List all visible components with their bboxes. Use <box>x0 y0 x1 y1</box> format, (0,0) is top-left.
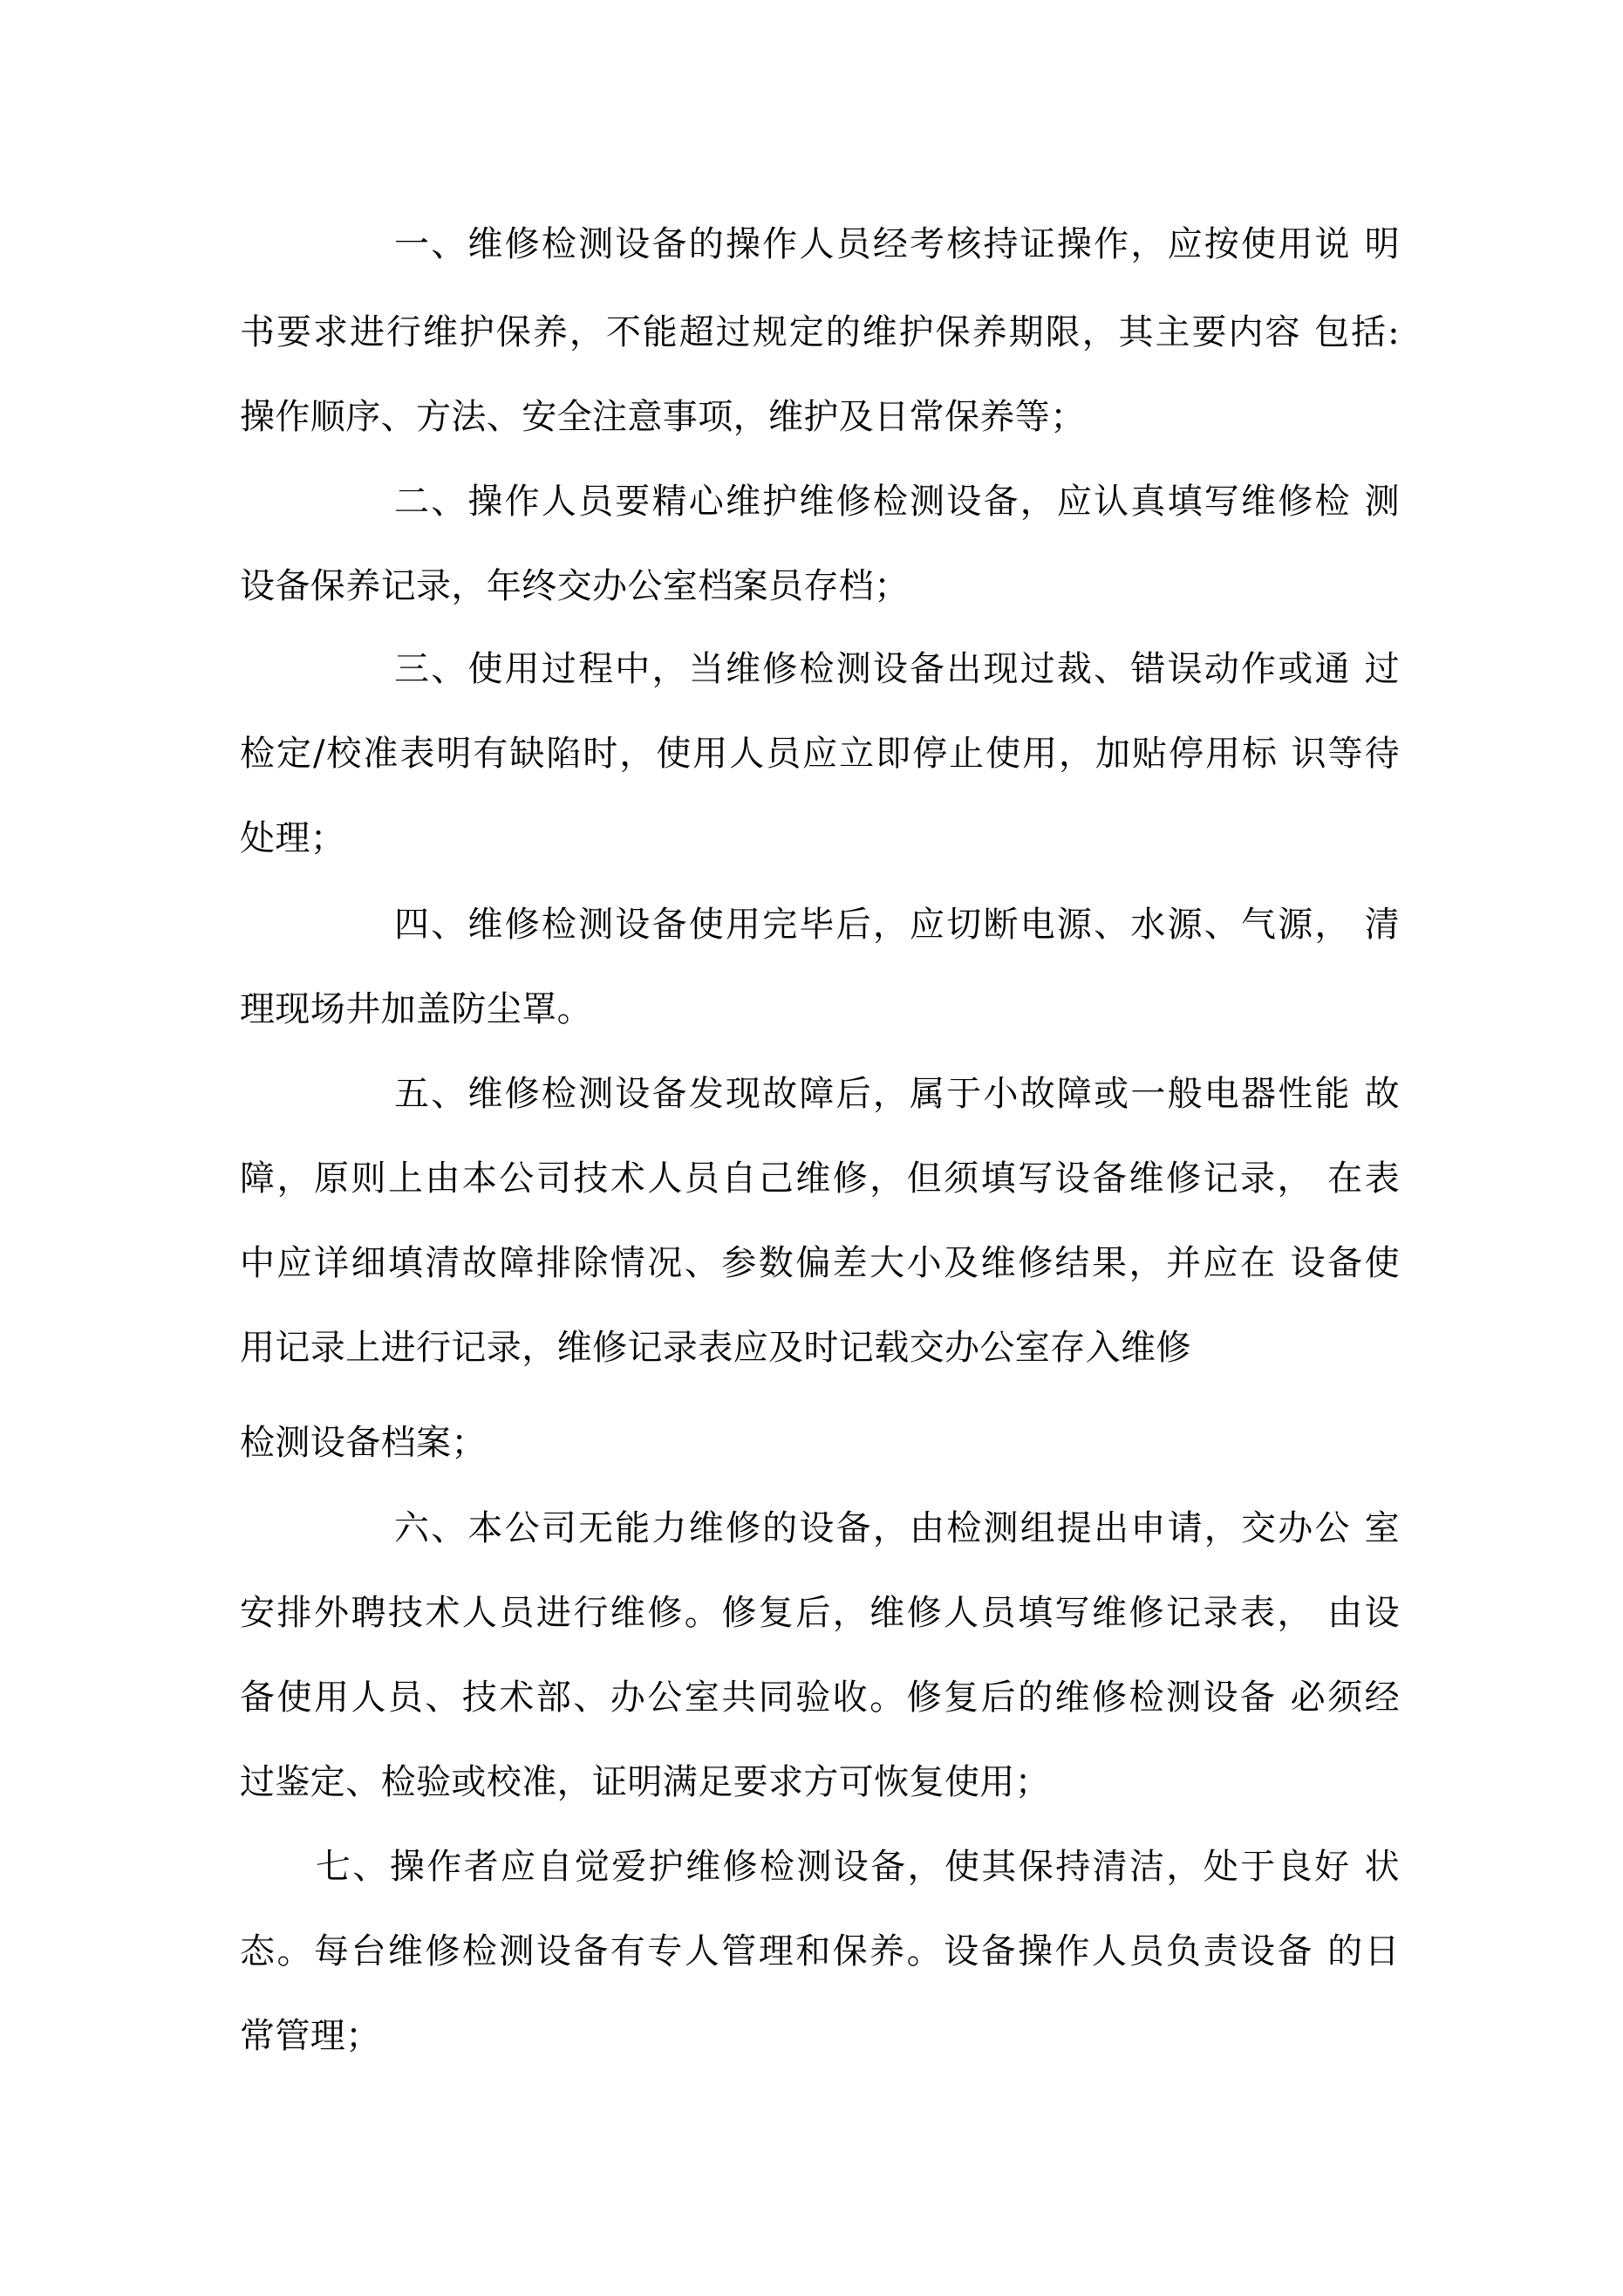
text-line: 六、本公司无能力维修的设备，由检测组提出申请，交办公 室 <box>394 1508 1400 1548</box>
text-line: 障，原则上由本公司技术人员自己维修，但须填写设备维修记录， 在表 <box>240 1158 1400 1199</box>
text-line: 态。每台维修检测设备有专人管理和保养。设备操作人员负责设备 的日 <box>240 1931 1400 1971</box>
text-line: 七、操作者应自觉爱护维修检测设备，使其保持清洁，处于良好 状 <box>316 1847 1400 1887</box>
text-line: 常管理； <box>240 2016 381 2056</box>
text-line: 四、维修检测设备使用完毕后，应切断电源、水源、气源， 清 <box>394 905 1400 945</box>
text-line: 用记录上进行记录，维修记录表应及时记载交办公室存入维修 <box>240 1328 1191 1368</box>
text-line: 理现场井加盖防尘罩。 <box>240 989 592 1029</box>
text-line: 三、使用过程中，当维修检测设备出现过裁、错误动作或通 过 <box>394 649 1400 689</box>
text-line: 一、维修检测设备的操作人员经考核持证操作，应按使用说 明 <box>394 224 1400 264</box>
text-line: 处理； <box>240 818 346 858</box>
text-line: 设备保养记录，年终交办公室档案员存档； <box>240 566 910 606</box>
text-line: 检测设备档案； <box>240 1423 487 1463</box>
text-line: 中应详细填清故障排除情况、参数偏差大小及维修结果，并应在 设备使 <box>240 1243 1400 1283</box>
text-line: 操作顺序、方法、安全注意事项，维护及日常保养等； <box>240 397 1086 437</box>
text-line: 书要求进行维护保养，不能超过规定的维护保养期限，其主要内容 包括: <box>240 312 1400 352</box>
text-line: 备使用人员、技术部、办公室共同验收。修复后的维修检测设备 必须经 <box>240 1678 1400 1718</box>
text-line: 检定/校准表明有缺陷时，使用人员应立即停止使用，加贴停用标 识等待 <box>240 734 1400 774</box>
text-line: 五、维修检测设备发现故障后，属于小故障或一般电器性能 故 <box>394 1074 1400 1114</box>
text-line: 安排外聘技术人员进行维修。修复后，维修人员填写维修记录表， 由设 <box>240 1593 1400 1633</box>
text-line: 过鉴定、检验或校准，证明满足要求方可恢复使用； <box>240 1762 1051 1802</box>
text-line: 二、操作人员要精心维护维修检测设备，应认真填写维修检 测 <box>394 482 1400 522</box>
